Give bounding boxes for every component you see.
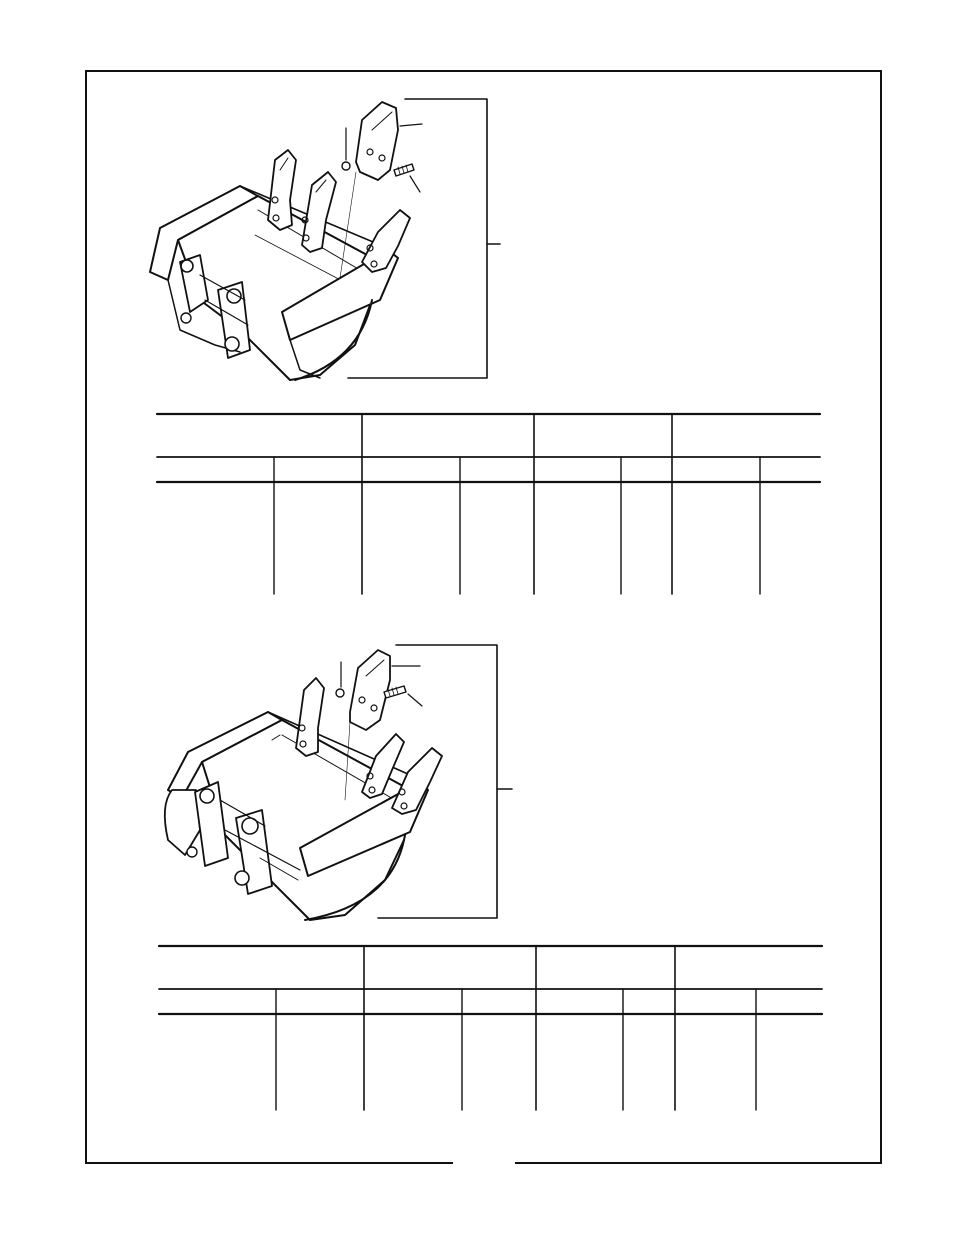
tooth-1 [268, 150, 296, 230]
table-1 [157, 414, 820, 594]
bucket-figure-1 [150, 99, 500, 380]
table-2 [159, 946, 822, 1110]
bucket-figure-2 [165, 645, 512, 920]
